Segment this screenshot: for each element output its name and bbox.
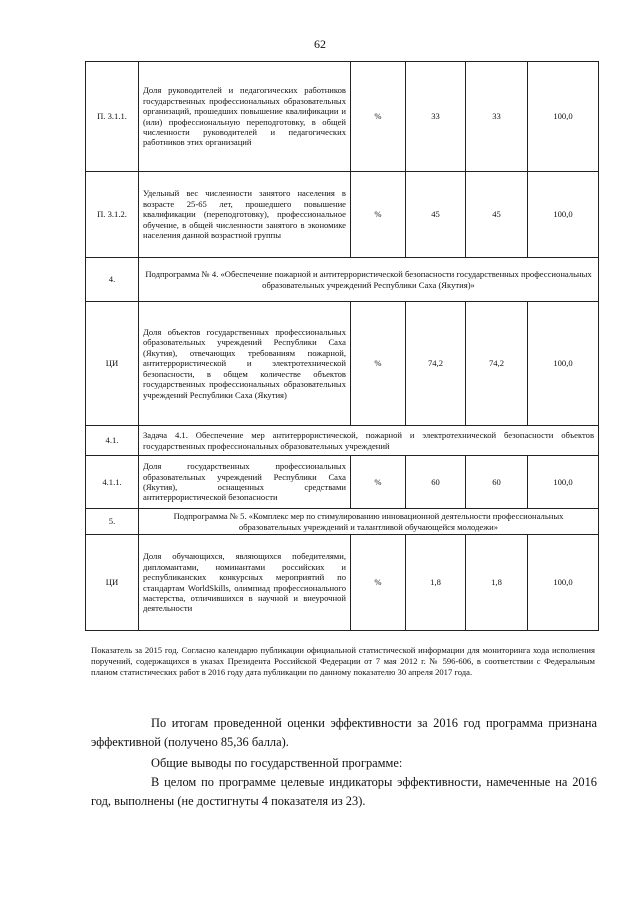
indicator-description-cell: Доля объектов государственных профессиональных образовательных учреждений Республики Саха (Якутия), отвечающих требованиям пожарной, антитеррористической и электротехнической безопасности, в общем количестве объектов государственных профессиональных образовательных учреждений Республики Саха (Якутия) [139, 302, 351, 426]
plan-value-cell: 45 [406, 172, 466, 258]
unit-cell: % [351, 456, 406, 509]
fact-value-cell: 74,2 [466, 302, 528, 426]
subprogram-row [86, 258, 599, 302]
fact-value-cell: 60 [466, 456, 528, 509]
page-number: 62 [314, 37, 326, 51]
unit-cell: % [351, 535, 406, 631]
table-row [86, 172, 599, 258]
row-number-cell: ЦИ [86, 302, 139, 426]
indicators-table [85, 61, 599, 631]
row-number-cell: 4.1.1. [86, 456, 139, 509]
plan-value-cell: 60 [406, 456, 466, 509]
fact-value-cell: 45 [466, 172, 528, 258]
table-row [86, 456, 599, 509]
percent-cell: 100,0 [528, 62, 599, 172]
plan-value-cell: 33 [406, 62, 466, 172]
subprogram-title-cell: Подпрограмма № 4. «Обеспечение пожарной и антитеррористической безопасности государственных профессиональных образовательных учреждений Республики Саха (Якутия)» [139, 258, 599, 302]
subprogram-row [86, 509, 599, 535]
paragraph-evaluation: По итогам проведенной оценки эффективности за 2016 год программа признана эффективной (получено 85,36 балла). [91, 716, 597, 749]
fact-value-cell: 1,8 [466, 535, 528, 631]
unit-cell: % [351, 62, 406, 172]
indicators-table-body [86, 62, 599, 631]
paragraph-conclusions-heading: Общие выводы по государственной программе: [151, 756, 403, 770]
fact-value-cell: 33 [466, 62, 528, 172]
table-row [86, 535, 599, 631]
indicator-description-cell: Доля обучающихся, являющихся победителями, дипломантами, номинантами российских и республиканских конкурсных мероприятий по стандартам WorldSkills, олимпиад профессионального мастерства, отличившихся в научной и внеурочной деятельности [139, 535, 351, 631]
percent-cell: 100,0 [528, 172, 599, 258]
paragraph-conclusions: В целом по программе целевые индикаторы эффективности, намеченные на 2016 год, выполнены (не достигнуты 4 показателя из 23). [91, 775, 597, 808]
indicator-description-cell: Удельный вес численности занятого населения в возрасте 25-65 лет, прошедшего повышение квалификации (переподготовку), профессиональное обучение, в общей численности занятого в экономике населения данной возрастной группы [139, 172, 351, 258]
indicator-description-cell: Доля руководителей и педагогических работников государственных профессиональных образовательных организаций, прошедших повышение квалификации и (или) профессиональную переподготовку, в общей численности руководителей и педагогических работников этих организаций [139, 62, 351, 172]
row-number-cell: П. 3.1.1. [86, 62, 139, 172]
task-row [86, 426, 599, 456]
row-number-cell: ЦИ [86, 535, 139, 631]
percent-cell: 100,0 [528, 302, 599, 426]
percent-cell: 100,0 [528, 456, 599, 509]
unit-cell: % [351, 302, 406, 426]
table-row [86, 62, 599, 172]
footnote: Показатель за 2015 год. Согласно календарю публикации официальной статистической информации для мониторинга хода исполнения поручений, содержащихся в указах Президента Российской Федерации от 7 мая 2012 г. № 596-606, в соответствии с Федеральным планом статистических работ в 2016 году дата публикации по данному показателю 30 апреля 2017 года. [91, 645, 595, 677]
subprogram-title-cell: Подпрограмма № 5. «Комплекс мер по стимулированию инновационной деятельности профессиональных образовательных учреждений и талантливой обучающейся молодежи» [139, 509, 599, 535]
task-title-cell: Задача 4.1. Обеспечение мер антитеррористической, пожарной и электротехнической безопасности объектов государственных профессиональных образовательных учреждений [139, 426, 599, 456]
table-row [86, 302, 599, 426]
unit-cell: % [351, 172, 406, 258]
indicator-description-cell: Доля государственных профессиональных образовательных учреждений Республики Саха (Якутия), оснащенных средствами антитеррористической безопасности [139, 456, 351, 509]
row-number-cell: 5. [86, 509, 139, 535]
row-number-cell: П. 3.1.2. [86, 172, 139, 258]
percent-cell: 100,0 [528, 535, 599, 631]
plan-value-cell: 1,8 [406, 535, 466, 631]
plan-value-cell: 74,2 [406, 302, 466, 426]
row-number-cell: 4.1. [86, 426, 139, 456]
row-number-cell: 4. [86, 258, 139, 302]
